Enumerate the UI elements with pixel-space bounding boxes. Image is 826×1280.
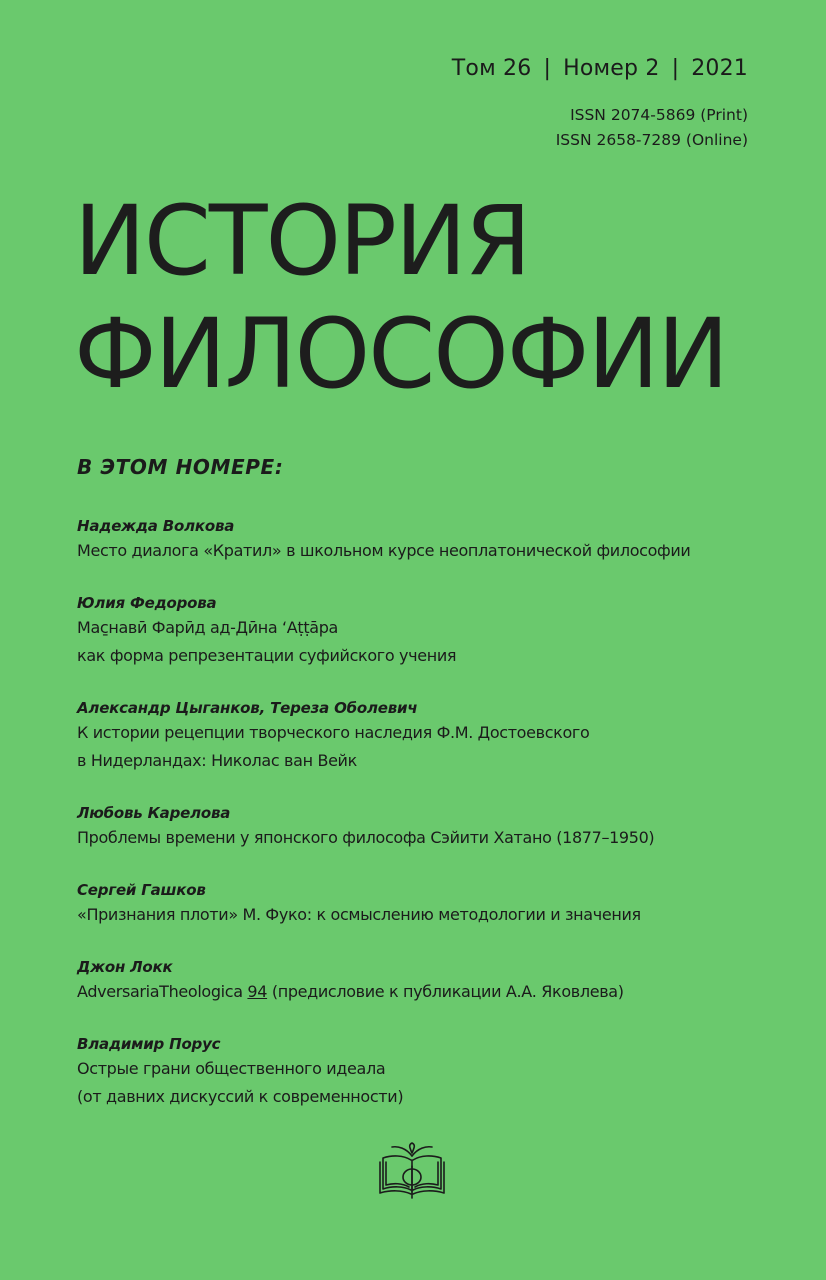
issue-info [452,56,748,81]
article-author: Сергей Гашков [77,881,206,899]
article-entry [77,515,777,565]
article-list [77,515,777,1138]
article-author: Джон Локк [77,958,173,976]
issn-online: ISSN 2658-7289 (Online) [555,131,748,149]
article-entry [77,802,777,852]
book-phi-logo-icon [378,1142,446,1204]
journal-title [74,185,727,411]
issn-print: ISSN 2074-5869 (Print) [570,106,748,124]
article-author: Александр Цыганков, Тереза Оболевич [77,699,418,717]
article-title: Место диалога «Кратил» в школьном курсе неоплатонической философии [77,541,691,560]
article-title: Острые грани общественного идеала [77,1059,386,1078]
article-title-suffix: (предисловие к публикации А.А. Яковлева) [267,982,624,1001]
publication-year: 2021 [691,56,748,81]
volume-number: Том 26 [451,56,532,81]
article-title: Проблемы времени у японского философа Сэйити Хатано (1877–1950) [77,828,655,847]
article-entry [77,956,777,1006]
article-title-number: 94 [247,982,268,1001]
article-title: «Признания плоти» М. Фуко: к осмыслению методологии и значения [77,905,641,924]
article-entry [77,1033,777,1111]
article-title: как форма репрезентации суфийского учения [77,646,457,665]
article-entry [77,697,777,775]
separator: | [671,56,680,81]
article-author: Надежда Волкова [77,517,235,535]
article-author: Любовь Карелова [77,804,231,822]
article-title: Маc̱навӣ Фарӣд ад-Дӣна ‘Аṭṭāра [77,618,338,637]
article-title: в Нидерландах: Николас ван Вейк [77,751,357,770]
journal-title-line-1: ИСТОРИЯ [74,185,530,297]
article-entry [77,879,777,929]
article-title [77,978,777,1006]
contents-heading: В ЭТОМ НОМЕРЕ: [77,455,284,479]
article-author: Владимир Порус [77,1035,221,1053]
article-title-prefix: AdversariaTheologica [77,982,248,1001]
article-entry [77,592,777,670]
article-title: К истории рецепции творческого наследия Ф.М. Достоевского [77,723,590,742]
article-author: Юлия Федорова [77,594,217,612]
separator: | [543,56,552,81]
journal-title-line-2: ФИЛОСОФИИ [74,298,728,410]
article-title: (от давних дискуссий к современности) [77,1087,404,1106]
issue-number: Номер 2 [563,56,660,81]
